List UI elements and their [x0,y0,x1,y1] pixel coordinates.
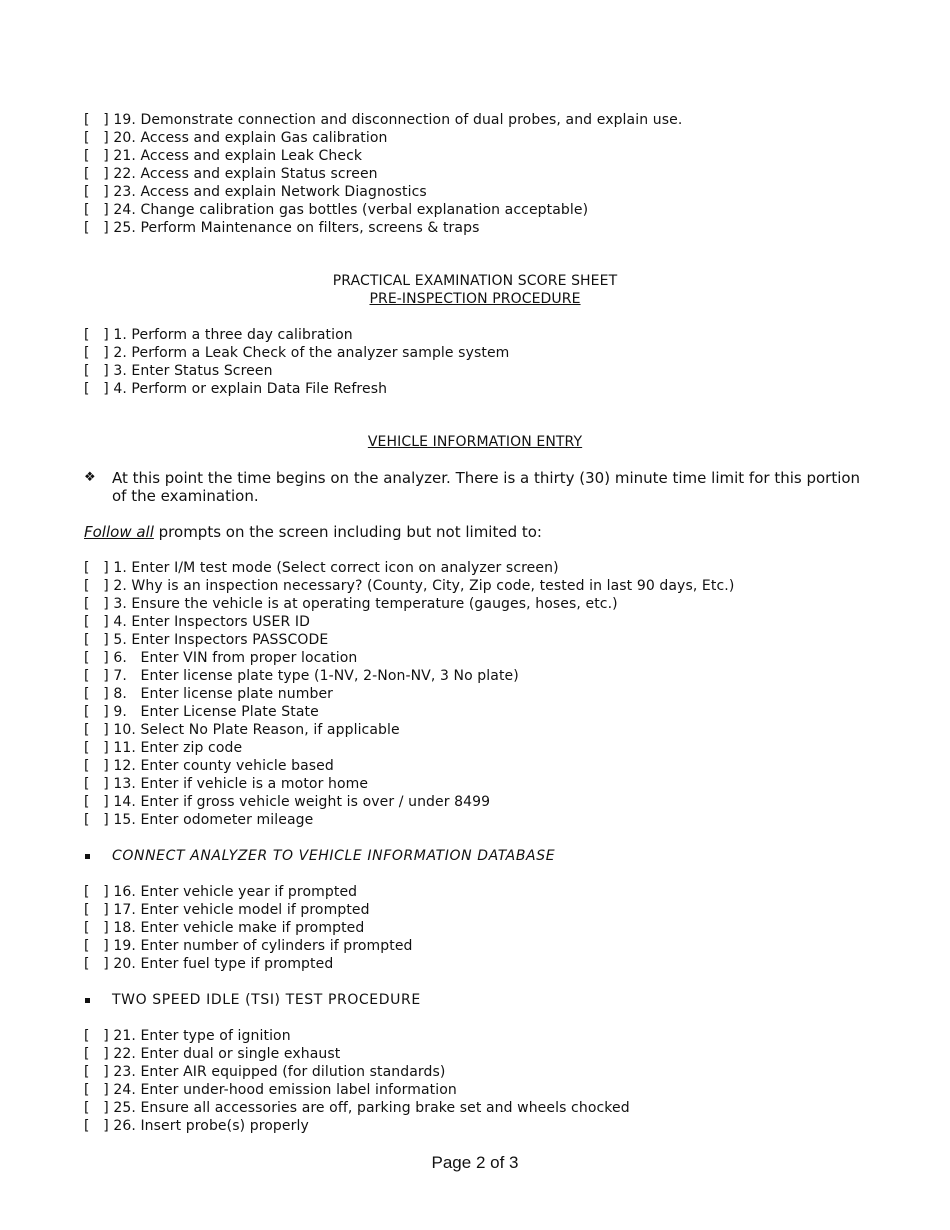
checklist-item [84,613,864,631]
checkbox-bracket[interactable]: [ ] [84,740,114,756]
tsi-heading-row [84,991,864,1009]
checkbox-bracket[interactable]: [ ] [84,166,114,182]
checklist-item [84,775,864,793]
checklist-item-text: 26. Insert probe(s) properly [113,1118,309,1134]
checklist-item-text: 6. Enter VIN from proper location [113,650,358,666]
checkbox-bracket[interactable]: [ ] [84,1046,114,1062]
checkbox-bracket[interactable]: [ ] [84,668,114,684]
page-content [84,111,864,1135]
checklist-item [84,703,864,721]
checklist-item-text: 19. Enter number of cylinders if prompted [113,938,413,954]
checklist-item-text: 3. Ensure the vehicle is at operating temperature (gauges, hoses, etc.) [113,596,618,612]
checklist-item-text: 2. Why is an inspection necessary? (County, City, Zip code, tested in last 90 days, Etc.) [113,578,735,594]
checklist-item-text: 2. Perform a Leak Check of the analyzer sample system [113,345,510,361]
top-checklist [84,111,864,237]
checkbox-bracket[interactable]: [ ] [84,202,114,218]
checkbox-bracket[interactable]: [ ] [84,794,114,810]
page-footer: Page 2 of 3 [431,1153,519,1172]
time-limit-note [84,469,864,505]
checklist-item [84,577,864,595]
checklist-item-text: 20. Access and explain Gas calibration [113,130,388,146]
checklist-item [84,883,864,901]
checkbox-bracket[interactable]: [ ] [84,902,114,918]
checklist-item [84,201,864,219]
time-limit-note-text: At this point the time begins on the analyzer. There is a thirty (30) minute time limit for this portion of the examination. [112,469,861,505]
checklist-item [84,595,864,613]
checklist-item [84,380,864,398]
diamond-bullet-icon: ❖ [84,470,96,485]
checklist-item [84,937,864,955]
checklist-item [84,649,864,667]
checkbox-bracket[interactable]: [ ] [84,1064,114,1080]
checklist-item-text: 18. Enter vehicle make if prompted [113,920,365,936]
checkbox-bracket[interactable]: [ ] [84,363,114,379]
checklist-item-text: 12. Enter county vehicle based [113,758,334,774]
checklist-item [84,165,864,183]
checklist-item [84,739,864,757]
checkbox-bracket[interactable]: [ ] [84,327,114,343]
checkbox-bracket[interactable]: [ ] [84,722,114,738]
checkbox-bracket[interactable]: [ ] [84,1028,114,1044]
square-bullet-icon [85,998,90,1003]
checklist-item [84,362,864,380]
score-sheet-title: PRACTICAL EXAMINATION SCORE SHEET [332,273,618,289]
checkbox-bracket[interactable]: [ ] [84,112,114,128]
checkbox-bracket[interactable]: [ ] [84,650,114,666]
checklist-item-text: 21. Access and explain Leak Check [113,148,363,164]
checklist-item-text: 20. Enter fuel type if prompted [113,956,334,972]
checkbox-bracket[interactable]: [ ] [84,578,114,594]
checklist-item-text: 9. Enter License Plate State [113,704,319,720]
checkbox-bracket[interactable]: [ ] [84,776,114,792]
checklist-item [84,901,864,919]
tsi-checklist [84,1027,864,1135]
checkbox-bracket[interactable]: [ ] [84,938,114,954]
checkbox-bracket[interactable]: [ ] [84,1100,114,1116]
checklist-item [84,721,864,739]
checklist-item [84,811,864,829]
checklist-item-text: 24. Change calibration gas bottles (verbal explanation acceptable) [113,202,589,218]
checkbox-bracket[interactable]: [ ] [84,758,114,774]
checklist-item-text: 17. Enter vehicle model if prompted [113,902,370,918]
database-checklist [84,883,864,973]
checklist-item [84,1063,864,1081]
checklist-item-text: 22. Access and explain Status screen [113,166,378,182]
checkbox-bracket[interactable]: [ ] [84,220,114,236]
checklist-item [84,111,864,129]
checkbox-bracket[interactable]: [ ] [84,184,114,200]
checklist-item-text: 25. Ensure all accessories are off, parking brake set and wheels chocked [113,1100,630,1116]
checklist-item-text: 22. Enter dual or single exhaust [113,1046,341,1062]
checklist-item [84,183,864,201]
checklist-item [84,757,864,775]
checkbox-bracket[interactable]: [ ] [84,560,114,576]
database-heading-row [84,847,864,865]
checkbox-bracket[interactable]: [ ] [84,812,114,828]
checklist-item [84,1027,864,1045]
checklist-item-text: 25. Perform Maintenance on filters, screens & traps [113,220,480,236]
checklist-item-text: 23. Access and explain Network Diagnostics [113,184,427,200]
checklist-item-text: 3. Enter Status Screen [113,363,273,379]
checkbox-bracket[interactable]: [ ] [84,614,114,630]
checkbox-bracket[interactable]: [ ] [84,1082,114,1098]
score-sheet-subtitle: PRE-INSPECTION PROCEDURE [369,291,581,307]
checklist-item-text: 19. Demonstrate connection and disconnection of dual probes, and explain use. [113,112,683,128]
checklist-item [84,559,864,577]
checklist-item-text: 15. Enter odometer mileage [113,812,314,828]
follow-prompts-text [84,523,864,541]
follow-prompts-rest: prompts on the screen including but not limited to: [153,523,542,541]
checklist-item-text: 11. Enter zip code [113,740,243,756]
checklist-item-text: 1. Enter I/M test mode (Select correct icon on analyzer screen) [113,560,559,576]
checkbox-bracket[interactable]: [ ] [84,884,114,900]
checklist-item [84,793,864,811]
checklist-item [84,1045,864,1063]
checkbox-bracket[interactable]: [ ] [84,632,114,648]
checklist-item [84,667,864,685]
checklist-item [84,344,864,362]
checklist-item-text: 7. Enter license plate type (1-NV, 2-Non-NV, 3 No plate) [113,668,519,684]
pre-inspection-checklist [84,326,864,398]
checkbox-bracket[interactable]: [ ] [84,381,114,397]
square-bullet-icon [85,854,90,859]
checkbox-bracket[interactable]: [ ] [84,345,114,361]
checkbox-bracket[interactable]: [ ] [84,920,114,936]
checklist-item-text: 4. Enter Inspectors USER ID [113,614,310,630]
checklist-item-text: 4. Perform or explain Data File Refresh [113,381,388,397]
vehicle-info-heading: VEHICLE INFORMATION ENTRY [367,434,583,450]
checklist-item [84,326,864,344]
checklist-item [84,147,864,165]
checklist-item [84,1081,864,1099]
checklist-item [84,685,864,703]
checklist-item-text: 5. Enter Inspectors PASSCODE [113,632,329,648]
checklist-item [84,219,864,237]
checklist-item [84,919,864,937]
checklist-item-text: 1. Perform a three day calibration [113,327,353,343]
database-heading: CONNECT ANALYZER TO VEHICLE INFORMATION DATABASE [112,848,556,864]
checkbox-bracket[interactable]: [ ] [84,148,114,164]
checklist-item-text: 16. Enter vehicle year if prompted [113,884,358,900]
checklist-item-text: 14. Enter if gross vehicle weight is over / under 8499 [113,794,491,810]
checklist-item [84,1117,864,1135]
checkbox-bracket[interactable]: [ ] [84,956,114,972]
checkbox-bracket[interactable]: [ ] [84,596,114,612]
checklist-item-text: 24. Enter under-hood emission label information [113,1082,457,1098]
follow-all-emphasis: Follow all [84,523,154,541]
checklist-item-text: 8. Enter license plate number [113,686,334,702]
checklist-item [84,631,864,649]
checkbox-bracket[interactable]: [ ] [84,704,114,720]
checklist-item [84,129,864,147]
checkbox-bracket[interactable]: [ ] [84,686,114,702]
checklist-item [84,1099,864,1117]
tsi-heading: TWO SPEED IDLE (TSI) TEST PROCEDURE [112,992,421,1008]
vehicle-info-checklist [84,559,864,829]
checklist-item [84,955,864,973]
checklist-item-text: 10. Select No Plate Reason, if applicable [113,722,400,738]
checkbox-bracket[interactable]: [ ] [84,1118,114,1134]
checklist-item-text: 23. Enter AIR equipped (for dilution standards) [113,1064,446,1080]
checkbox-bracket[interactable]: [ ] [84,130,114,146]
checklist-item-text: 13. Enter if vehicle is a motor home [113,776,369,792]
checklist-item-text: 21. Enter type of ignition [113,1028,291,1044]
